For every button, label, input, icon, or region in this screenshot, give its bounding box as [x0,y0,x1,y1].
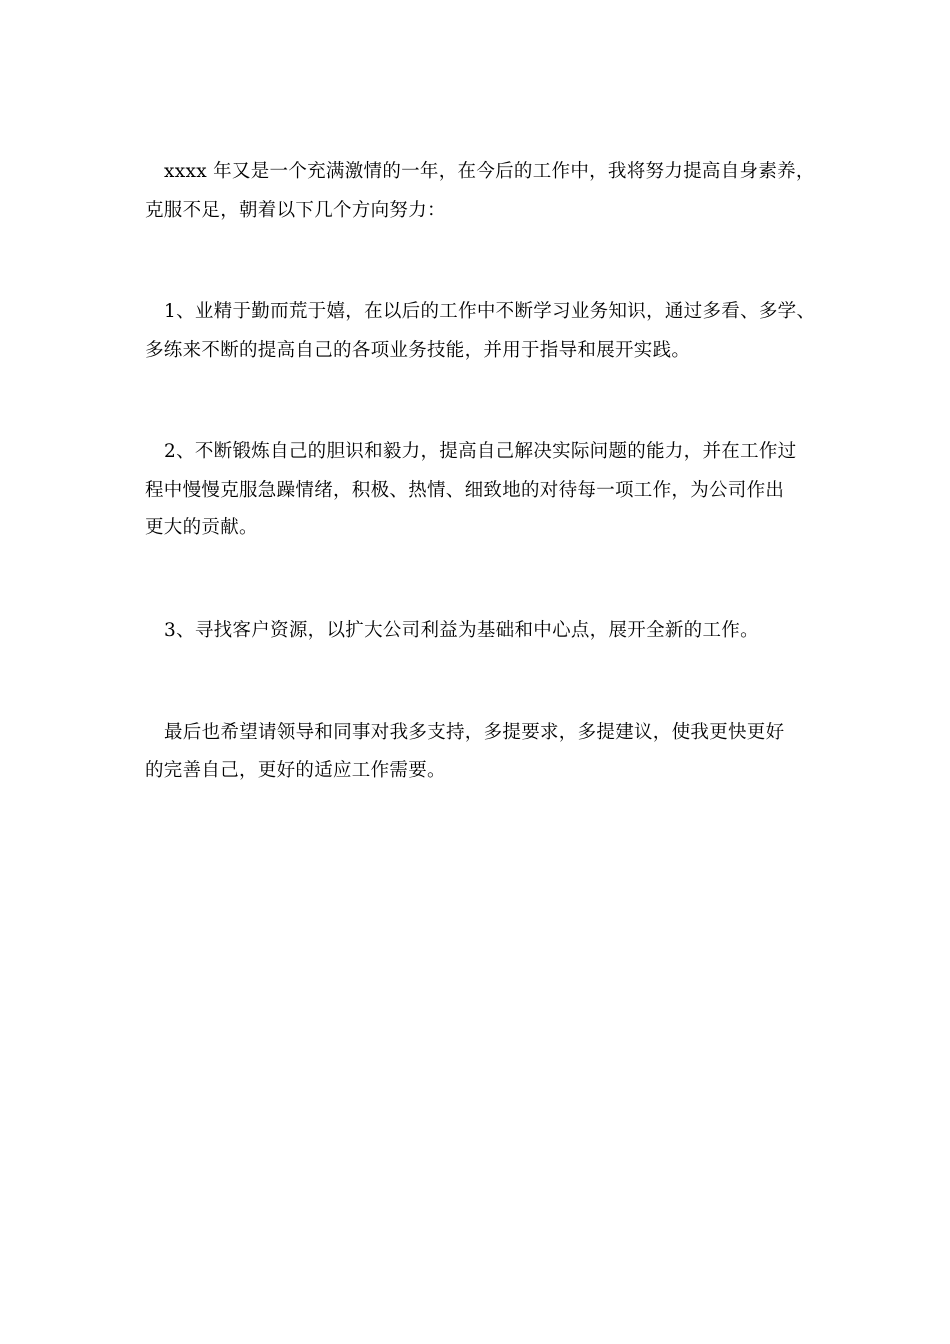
paragraph-3-line-2: 程中慢慢克服急躁情绪，积极、热情、细致地的对待每一项工作，为公司作出 [145,480,785,501]
paragraph-3-line-3: 更大的贡献。 [145,517,258,538]
paragraph-4-line-1: 3、寻找客户资源，以扩大公司利益为基础和中心点，展开全新的工作。 [164,620,759,641]
paragraph-1-line-2: 克服不足，朝着以下几个方向努力： [145,200,446,221]
paragraph-1-line-1: xxxx 年又是一个充满激情的一年，在今后的工作中，我将努力提高自身素养， [164,161,815,182]
paragraph-5-line-1: 最后也希望请领导和同事对我多支持，多提要求，多提建议，使我更快更好 [164,722,785,743]
paragraph-3-line-1: 2、不断锻炼自己的胆识和毅力，提高自己解决实际问题的能力，并在工作过 [164,441,797,462]
paragraph-2-line-2: 多练来不断的提高自己的各项业务技能，并用于指导和展开实践。 [145,340,691,361]
paragraph-5-line-2: 的完善自己，更好的适应工作需要。 [145,760,446,781]
paragraph-2-line-1: 1、业精于勤而荒于嬉，在以后的工作中不断学习业务知识，通过多看、多学、 [164,301,816,322]
